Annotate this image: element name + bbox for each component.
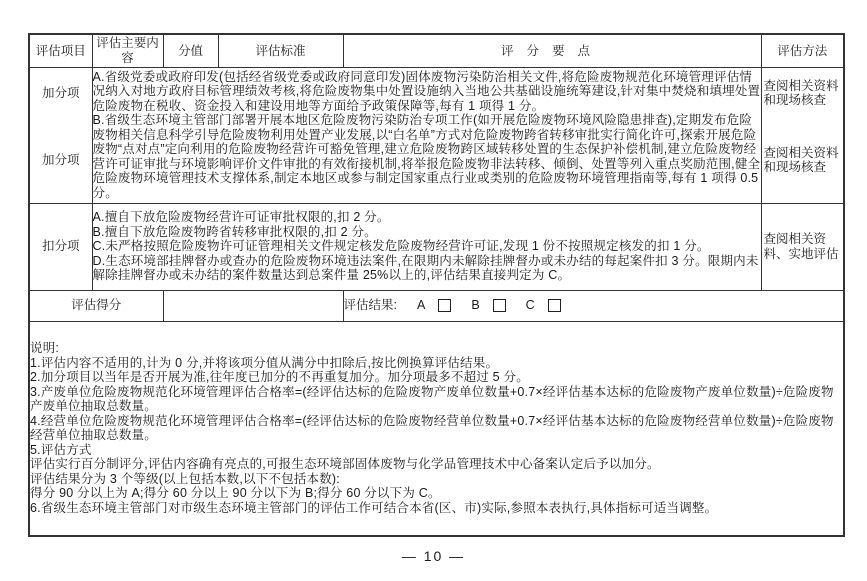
note-line-1: 1.评估内容不适用的,计为 0 分,并将该项分值从满分中扣除后,按比例换算评估结果。 [30, 355, 499, 370]
result-checkbox-a[interactable] [438, 299, 451, 312]
bonus-label-cell [29, 67, 92, 203]
result-option-b-label: B [471, 298, 480, 313]
bonus-item-label-2: 加分项 [41, 152, 80, 167]
bonus-method-2: 查阅相关资料和现场核查 [763, 145, 839, 174]
result-option-c-label: C [525, 298, 535, 313]
header-main-content [92, 34, 163, 67]
header-eval-item-label: 评估项目 [35, 43, 86, 58]
bonus-criterion-b: B.省级生态环境主管部门部署开展本地区危险废物污染防治专项工作(如开展危险废物环境风险隐患排查),定期发布危险废物相关信息科学引导危险废物利用处置产业发展,以“白名单”方式对危险废物跨省转移审批实行简化许可,探索开展危险废物“点对点”定向利用的危险废物经营许可豁免管理,建立危险废物跨区域转移处置的生态保护补偿机制,建立危险废物经营许可证审批与环境影响评价文件审批的有效衔接机制,将举报危险废物非法转移、倾倒、处置等列入重点奖励范围,健全危险废物环境管理技术支撑体系,制定本地区或参与制定国家重点行业或类别的危险废物环境管理指南等,每有 1 项得 0.5 分。 [92, 113, 761, 200]
result-checkbox-b[interactable] [493, 299, 506, 312]
deduction-method-cell [761, 203, 844, 290]
bonus-criteria-cell [92, 67, 761, 203]
header-scoring-points [343, 34, 761, 67]
result-label: 评估结果: [343, 298, 397, 313]
score-label-cell: 评估得分 [29, 290, 163, 321]
header-main-content-label: 评估主要内容 [96, 36, 159, 65]
evaluation-table [28, 33, 845, 537]
note-line-8: 得分 90 分以上为 A;得分 60 分以上 90 分以下为 B;得分 60 分以下为 C。 [30, 486, 441, 501]
deduction-criteria-cell [92, 203, 761, 290]
deduction-criterion-b: B.擅自下放危险废物跨省转移审批权限的,扣 2 分。 [92, 224, 377, 239]
bonus-items-row [29, 67, 844, 203]
score-row [29, 290, 844, 321]
page-number: — 10 — [401, 548, 466, 564]
deduction-criterion-a: A.擅自下放危险废物经营许可证审批权限的,扣 2 分。 [92, 210, 390, 225]
deduction-criterion-c: C.未严格按照危险废物许可证管理相关文件规定核发危险废物经营许可证,发现 1 份不按照规定核发的扣 1 分。 [92, 239, 710, 254]
header-eval-item [29, 34, 92, 67]
notes-row [29, 321, 844, 536]
header-eval-standard [218, 34, 343, 67]
header-eval-method [761, 34, 844, 67]
bonus-item-label-1: 加分项 [41, 85, 80, 100]
note-line-6: 评估实行百分制评分,评估内容确有亮点的,可报生态环境部固体废物与化学品管理技术中心备案认定后予以加分。 [30, 457, 660, 472]
deduction-criterion-d: D.生态环境部挂牌督办或查办的危险废物环境违法案件,在限期内未解除挂牌督办或未办结的每起案件扣 3 分。限期内未解除挂牌督办或未办结的案件数量达到总案件量 25%以上的,评估结果直接判定为 C。 [92, 253, 759, 283]
bonus-criterion-a: A.省级党委或政府印发(包括经省级党委或政府同意印发)固体废物污染防治相关文件,将危险废物规范化环境管理评估情况纳入对地方政府目标管理绩效考核,将危险废物集中处置设施纳入当地公共基础设施统筹建设,针对集中焚烧和填埋处置危险废物在税收、资金投入和建设用地等方面给予政策保障等,每有 1 项得 1 分。 [92, 69, 761, 113]
deduction-items-row [29, 203, 844, 290]
header-eval-standard-label: 评估标准 [255, 43, 306, 58]
bonus-method-1: 查阅相关资料和现场核查 [763, 78, 839, 107]
notes-cell [29, 321, 844, 536]
score-input-cell[interactable] [163, 290, 343, 321]
result-option-a-label: A [416, 298, 426, 313]
header-eval-method-label: 评估方法 [777, 43, 828, 58]
table-header-row [29, 34, 844, 67]
bonus-method-cell [761, 67, 844, 203]
header-score-value [163, 34, 218, 67]
result-checkbox-c[interactable] [548, 299, 561, 312]
notes-title: 说明: [30, 341, 60, 356]
note-line-7: 评估结果分为 3 个等级(以上包括本数,以下不包括本数): [30, 471, 340, 486]
result-cell [343, 290, 844, 321]
note-line-2: 2.加分项目以当年是否开展为准,往年度已加分的不再重复加分。加分项最多不超过 5 分。 [30, 370, 529, 385]
note-line-3: 3.产废单位危险废物规范化环境管理评估合格率=(经评估达标的危险废物产废单位数量+0.7×经评估基本达标的危险废物产废单位数量)÷危险废物产废单位抽取总数量。 [30, 384, 834, 414]
note-line-5: 5.评估方式 [30, 442, 92, 457]
note-line-4: 4.经营单位危险废物规范化环境管理评估合格率=(经评估达标的危险废物经营单位数量+0.7×经评估基本达标的危险废物经营单位数量)÷危险废物经营单位抽取总数量。 [30, 413, 834, 443]
deduction-method: 查阅相关资料、实地评估 [763, 232, 839, 261]
deduction-label-cell: 扣分项 [29, 203, 92, 290]
header-score-value-label: 分值 [177, 43, 203, 58]
note-line-9: 6.省级生态环境主管部门对市级生态环境主管部门的评估工作可结合本省(区、市)实际,参照本表执行,具体指标可适当调整。 [30, 500, 718, 515]
header-scoring-points-label: 评分要点 [500, 43, 603, 58]
